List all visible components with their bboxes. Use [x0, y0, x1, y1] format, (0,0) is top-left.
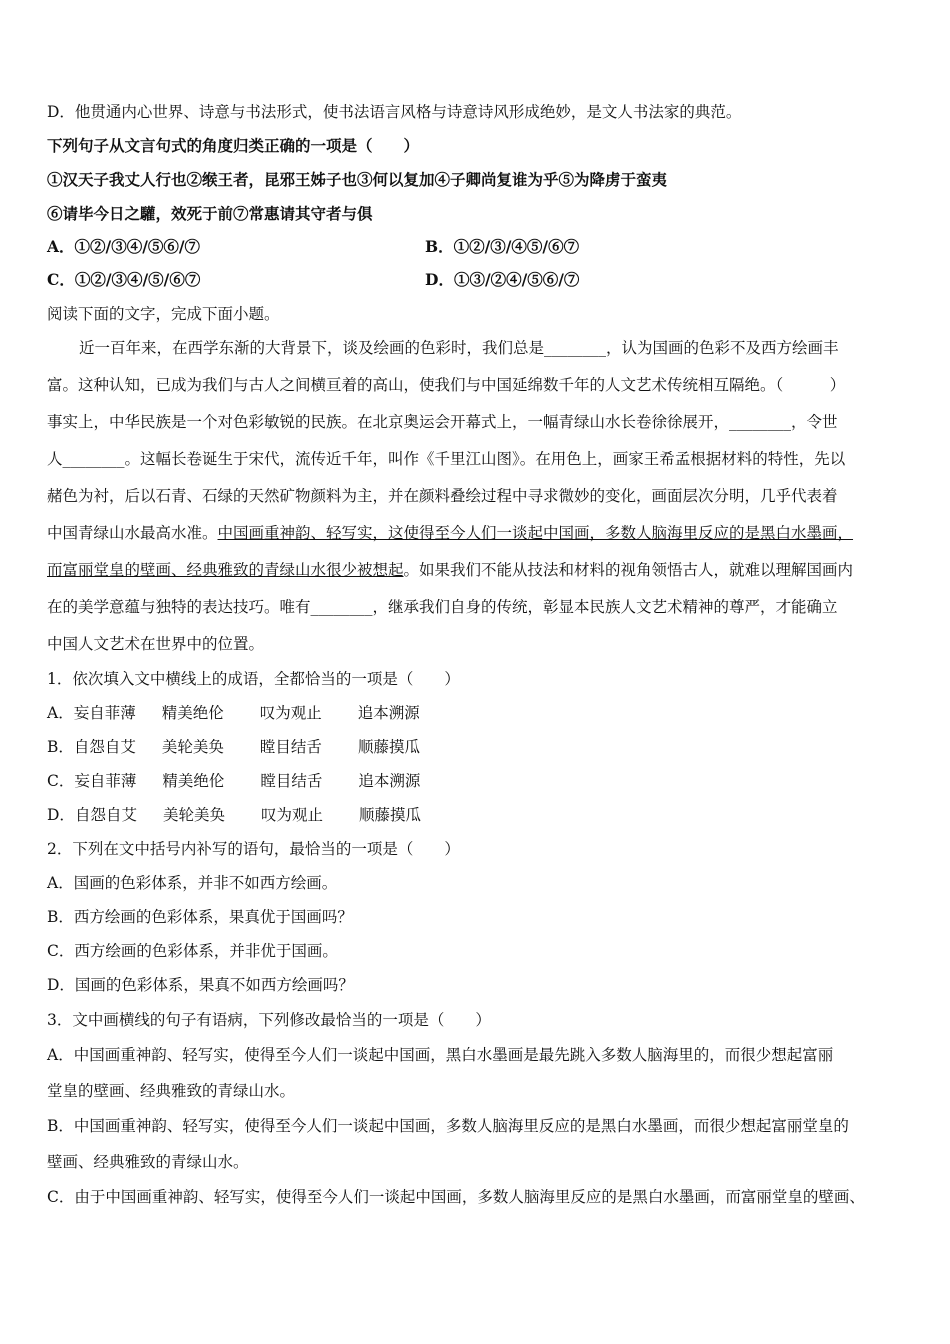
q1-stem: 1．依次填入文中横线上的成语，全都恰当的一项是（ ） — [47, 670, 460, 688]
passage-line-4: 人________。这幅长卷诞生于宋代，流传近千年，叫作《千里江山图》。在用色上，画家王希孟根据材料的特性，先以 — [47, 450, 846, 468]
passage-line-9: 中国人文艺术在世界中的位置。 — [47, 635, 265, 653]
q3-option-a-line-2[interactable]: 堂皇的壁画、经典雅致的青绿山水。 — [47, 1082, 296, 1100]
q2-stem: 2．下列在文中括号内补写的语句，最恰当的一项是（ ） — [47, 840, 460, 858]
q3-option-a-line-1[interactable]: A．中国画重神韵、轻写实，使得至今人们一谈起中国画，黑白水墨画是最先跳入多数人脑海里的，而很少想起富丽 — [47, 1046, 834, 1064]
q3-stem: 3．文中画横线的句子有语病，下列修改最恰当的一项是（ ） — [47, 1011, 491, 1029]
passage-line-1: 近一百年来，在西学东渐的大背景下，谈及绘画的色彩时，我们总是________，认为国画的色彩不及西方绘画丰 — [79, 339, 839, 357]
underlined-sentence-part-2: 而富丽堂皇的壁画、经典雅致的青绿山水很少被想起 — [47, 561, 404, 579]
passage-line-7: 而富丽堂皇的壁画、经典雅致的青绿山水很少被想起。如果我们不能从技法和材料的视角领悟古人，就难以理解国画内 — [47, 561, 854, 579]
syntax-options-row-2 — [47, 270, 580, 290]
top-option-d: D．他贯通内心世界、诗意与书法形式，使书法语言风格与诗意诗风形成绝妙，是文人书法家的典范。 — [47, 103, 742, 121]
reading-intro: 阅读下面的文字，完成下面小题。 — [47, 305, 280, 323]
passage-line-8: 在的美学意蕴与独特的表达技巧。唯有________，继承我们自身的传统，彰显本民族人文艺术精神的尊严，才能确立 — [47, 598, 838, 616]
q1-option-b[interactable]: B．自怨自艾 美轮美奂 瞠目结舌 顺藤摸瓜 — [47, 738, 420, 756]
q2-option-c[interactable]: C．西方绘画的色彩体系，并非优于国画。 — [47, 942, 338, 960]
syntax-option-c[interactable]: C．①②/③④/⑤/⑥⑦ — [47, 270, 201, 289]
syntax-sentences-line-2: ⑥请毕今日之驩，效死于前⑦常惠请其守者与俱 — [47, 204, 373, 223]
passage-line-2: 富。这种认知，已成为我们与古人之间横亘着的高山，使我们与中国延绵数千年的人文艺术传统相互隔绝。（ ） — [47, 376, 846, 394]
q2-option-b[interactable]: B．西方绘画的色彩体系，果真优于国画吗？ — [47, 908, 353, 926]
q2-option-d[interactable]: D．国画的色彩体系，果真不如西方绘画吗？ — [47, 976, 354, 994]
q3-option-b-line-1[interactable]: B．中国画重神韵、轻写实，使得至今人们一谈起中国画，多数人脑海里反应的是黑白水墨画，而很少想起富丽堂皇的 — [47, 1117, 849, 1135]
passage-line-6: 中国青绿山水最高水准。中国画重神韵、轻写实，这使得至今人们一谈起中国画，多数人脑海里反应的是黑白水墨画， — [47, 524, 854, 542]
q1-option-d[interactable]: D．自怨自艾 美轮美奂 叹为观止 顺藤摸瓜 — [47, 806, 421, 824]
q2-option-a[interactable]: A．国画的色彩体系，并非不如西方绘画。 — [47, 874, 338, 892]
underlined-sentence-part-1: 中国画重神韵、轻写实，这使得至今人们一谈起中国画，多数人脑海里反应的是黑白水墨画， — [217, 524, 854, 542]
syntax-option-b[interactable]: B．①②/③/④⑤/⑥⑦ — [425, 237, 580, 256]
q1-option-a[interactable]: A．妄自菲薄 精美绝伦 叹为观止 追本溯源 — [47, 704, 420, 722]
q1-option-c[interactable]: C．妄自菲薄 精美绝伦 瞠目结舌 追本溯源 — [47, 772, 421, 790]
q3-option-b-line-2[interactable]: 壁画、经典雅致的青绿山水。 — [47, 1153, 249, 1171]
syntax-option-d[interactable]: D．①③/②④/⑤⑥/⑦ — [425, 270, 580, 289]
syntax-option-a[interactable]: A．①②/③④/⑤⑥/⑦ — [47, 237, 201, 256]
syntax-sentences-line-1: ①汉天子我丈人行也②缑王者，昆邪王姊子也③何以复加④子卿尚复谁为乎⑤为降虏于蛮夷 — [47, 170, 668, 189]
syntax-options-row-1 — [47, 237, 580, 257]
passage-line-5: 赭色为衬，后以石青、石绿的天然矿物颜料为主，并在颜料叠绘过程中寻求微妙的变化，画面层次分明，几乎代表着 — [47, 487, 838, 505]
q3-option-c-line-1[interactable]: C．由于中国画重神韵、轻写实，使得至今人们一谈起中国画，多数人脑海里反应的是黑白水墨画，而富丽堂皇的壁画、 — [47, 1188, 865, 1206]
syntax-question-stem: 下列句子从文言句式的角度归类正确的一项是（ ） — [47, 136, 420, 155]
passage-line-3: 事实上，中华民族是一个对色彩敏锐的民族。在北京奥运会开幕式上，一幅青绿山水长卷徐徐展开，________，令世 — [47, 413, 838, 431]
